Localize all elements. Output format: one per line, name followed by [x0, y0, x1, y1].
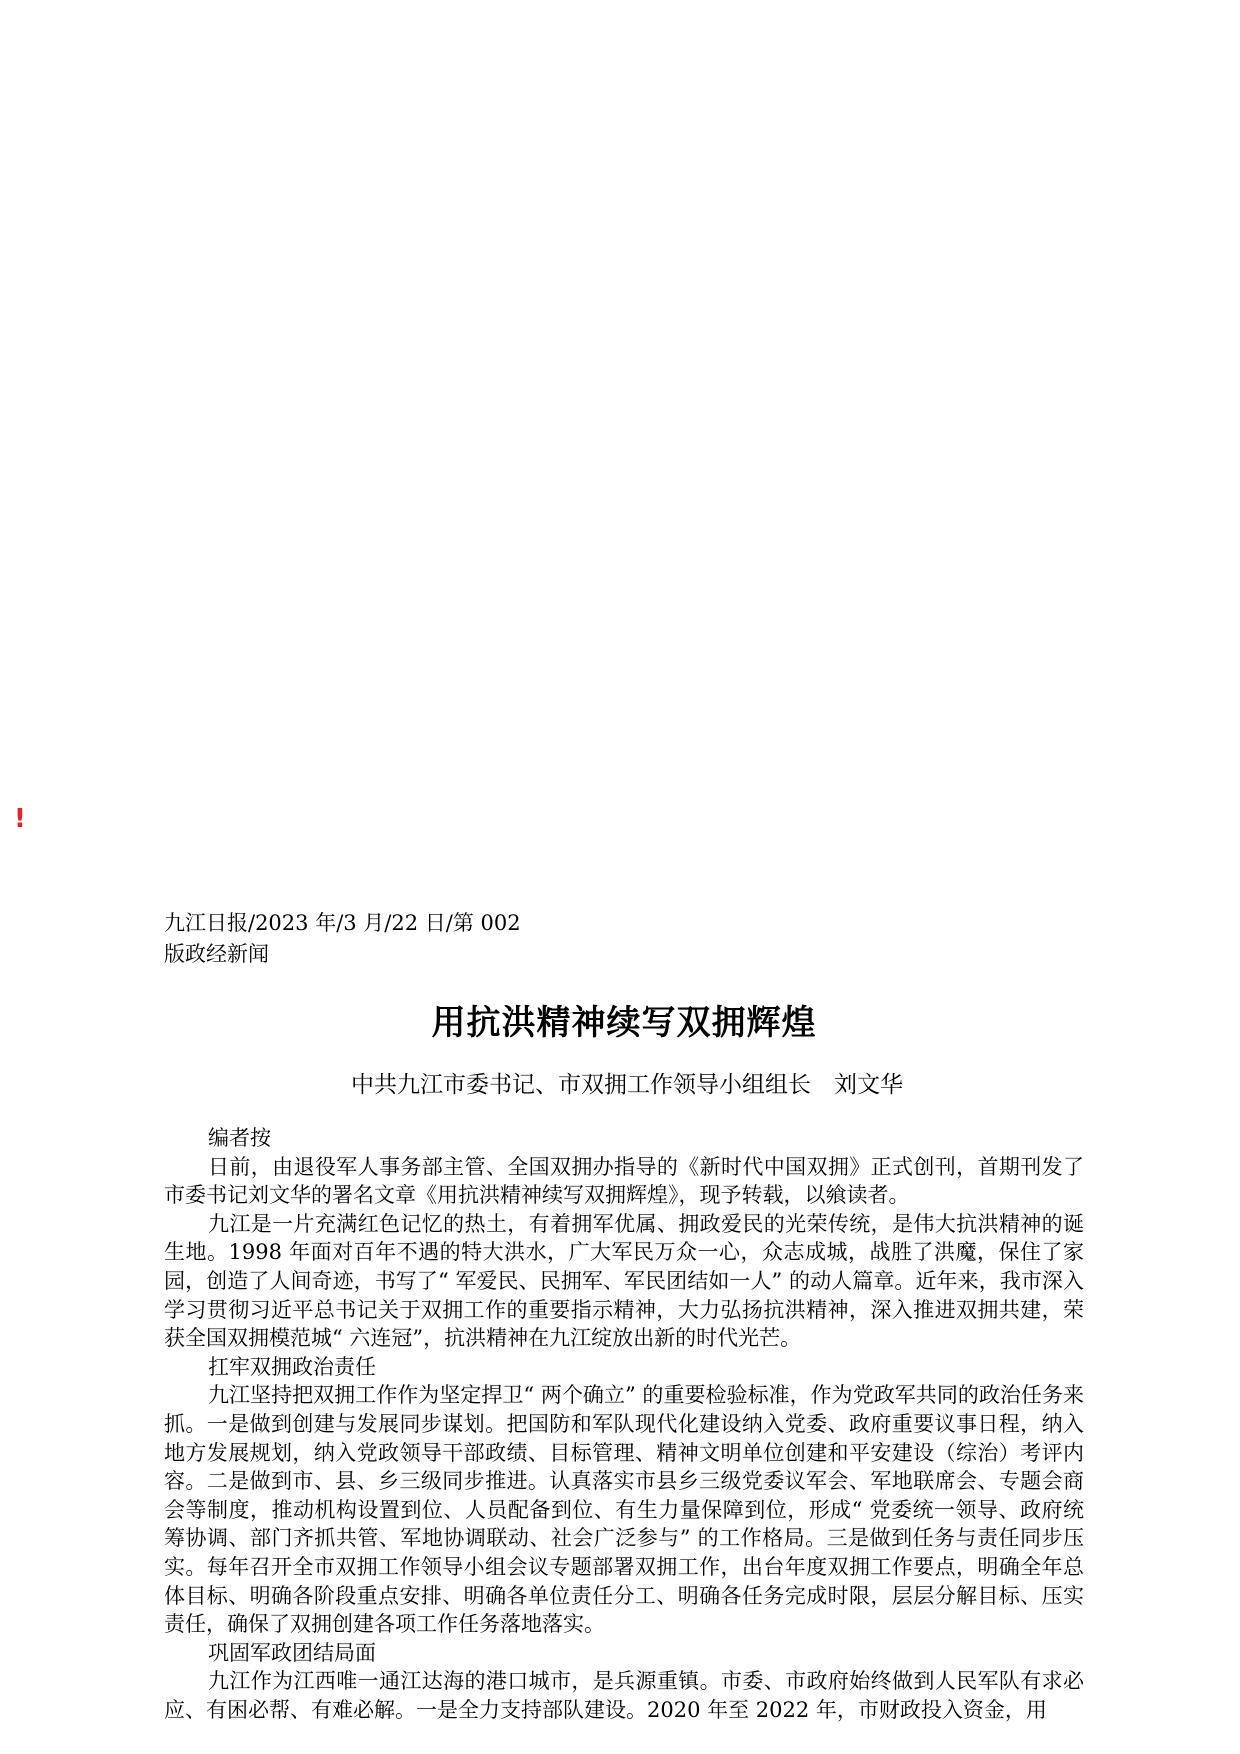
article [164, 908, 1084, 1724]
paragraph-intro: 九江是一片充满红色记忆的热土，有着拥军优属、拥政爱民的光荣传统，是伟大抗洪精神的诞生地。1998 年面对百年不遇的特大洪水，广大军民万众一心，众志成城，战胜了洪魔，保住了家园，创造了人间奇迹，书写了“ 军爱民、民拥军、军民团结如一人” 的动人篇章。近年来，我市深入学习贯彻习近平总书记关于双拥工作的重要指示精神，大力弘扬抗洪精神，深入推进双拥共建，荣获全国双拥模范城“ 六连冠”，抗洪精神在九江绽放出新的时代光芒。 [164, 1211, 1084, 1351]
section-heading-responsibility: 扛牢双拥政治责任 [208, 1354, 376, 1379]
article-title: 用抗洪精神续写双拥辉煌 [431, 1003, 817, 1043]
paragraph-unity: 九江作为江西唯一通江达海的港口城市，是兵源重镇。市委、市政府始终做到人民军队有求必应、有困必帮、有难必解。一是全力支持部队建设。2020 年至 2022 年，市财政投入资金，用 [164, 1669, 1084, 1722]
paragraph-editor-note: 日前，由退役军人事务部主管、全国双拥办指导的《新时代中国双拥》正式创刊，首期刊发了市委书记刘文华的署名文章《用抗洪精神续写双拥辉煌》，现予转载，以飨读者。 [164, 1154, 1084, 1208]
source-line-section: 版政经新闻 [164, 942, 269, 966]
section-heading-unity: 巩固军政团结局面 [208, 1640, 376, 1665]
warning-mark: ! [14, 804, 26, 834]
paragraph-responsibility: 九江坚持把双拥工作作为坚定捍卫“ 两个确立” 的重要检验标准，作为党政军共同的政治任务来抓。一是做到创建与发展同步谋划。把国防和军队现代化建设纳入党委、政府重要议事日程，纳入地方发展规划，纳入党政领导干部政绩、目标管理、精神文明单位创建和平安建设（综治）考评内容。二是做到市、县、乡三级同步推进。认真落实市县乡三级党委议军会、军地联席会、专题会商会等制度，推动机构设置到位、人员配备到位、有生力量保障到位，形成“ 党委统一领导、政府统筹协调、部门齐抓共管、军地协调联动、社会广泛参与” 的工作格局。三是做到任务与责任同步压实。每年召开全市双拥工作领导小组会议专题部署双拥工作，出台年度双拥工作要点，明确全年总体目标、明确各阶段重点安排、明确各单位责任分工、明确各任务完成时限，层层分解目标、压实责任，确保了双拥创建各项工作任务落地落实。 [164, 1383, 1084, 1637]
article-author: 中共九江市委书记、市双拥工作领导小组组长 刘文华 [351, 1072, 903, 1098]
paragraph-editor-note-label: 编者按 [208, 1126, 271, 1150]
article-body [164, 1124, 1084, 1724]
source-line: 九江日报/2023 年/3 月/22 日/第 002 [164, 911, 521, 935]
